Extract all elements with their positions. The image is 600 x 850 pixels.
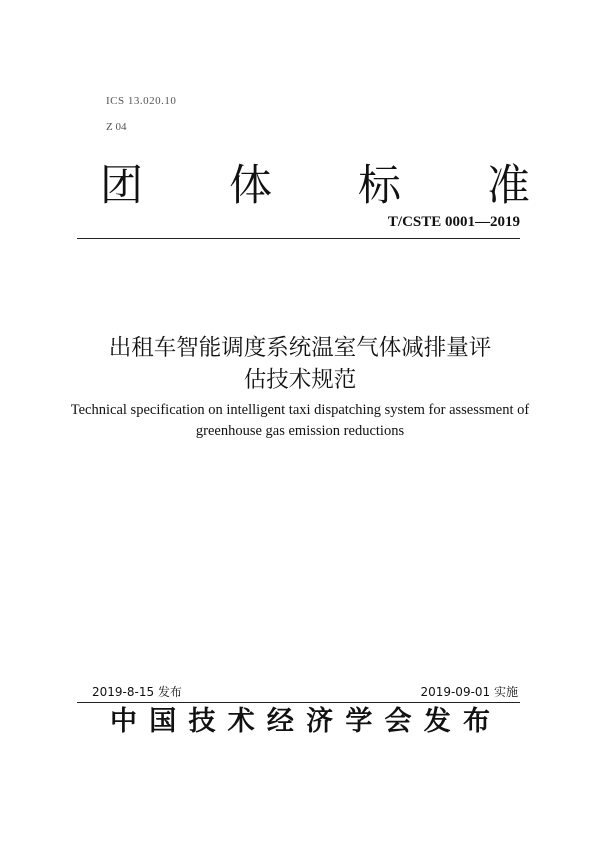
publisher-char: 技 bbox=[188, 706, 216, 737]
chinese-title bbox=[70, 332, 530, 396]
publisher-char: 会 bbox=[384, 706, 412, 737]
english-title-line: greenhouse gas emission reductions bbox=[195, 423, 405, 439]
english-title bbox=[60, 400, 540, 442]
standard-type-char: 体 bbox=[229, 161, 272, 211]
publisher-char: 中 bbox=[110, 706, 137, 737]
ccs-code: Z 04 bbox=[106, 121, 127, 133]
publisher-char: 布 bbox=[462, 706, 490, 737]
publisher-char: 国 bbox=[149, 706, 177, 737]
publisher-char: 经 bbox=[266, 706, 294, 737]
issue-date: 2019-8-15 发布 bbox=[92, 685, 182, 699]
english-title-line: Technical specification on intelligent taxi dispatching system for assessment of bbox=[70, 402, 530, 418]
implementation-date: 2019-09-01 实施 bbox=[420, 685, 518, 699]
standard-type-char: 标 bbox=[358, 161, 401, 211]
bottom-divider bbox=[77, 702, 520, 703]
publisher-char: 济 bbox=[306, 706, 334, 737]
standard-type-char: 准 bbox=[487, 161, 530, 211]
publisher-char: 学 bbox=[345, 706, 373, 737]
ics-code: ICS 13.020.10 bbox=[106, 95, 177, 107]
standard-code: T/CSTE 0001—2019 bbox=[387, 214, 520, 230]
top-divider bbox=[77, 238, 520, 239]
publisher-char: 发 bbox=[423, 706, 451, 737]
standard-type-char: 团 bbox=[100, 161, 143, 211]
chinese-title-line: 出租车智能调度系统温室气体减排量评 bbox=[108, 335, 492, 361]
standard-type-heading bbox=[100, 158, 530, 214]
publisher-char: 术 bbox=[227, 706, 255, 737]
chinese-title-line: 估技术规范 bbox=[243, 367, 357, 393]
publisher-name bbox=[110, 704, 490, 740]
